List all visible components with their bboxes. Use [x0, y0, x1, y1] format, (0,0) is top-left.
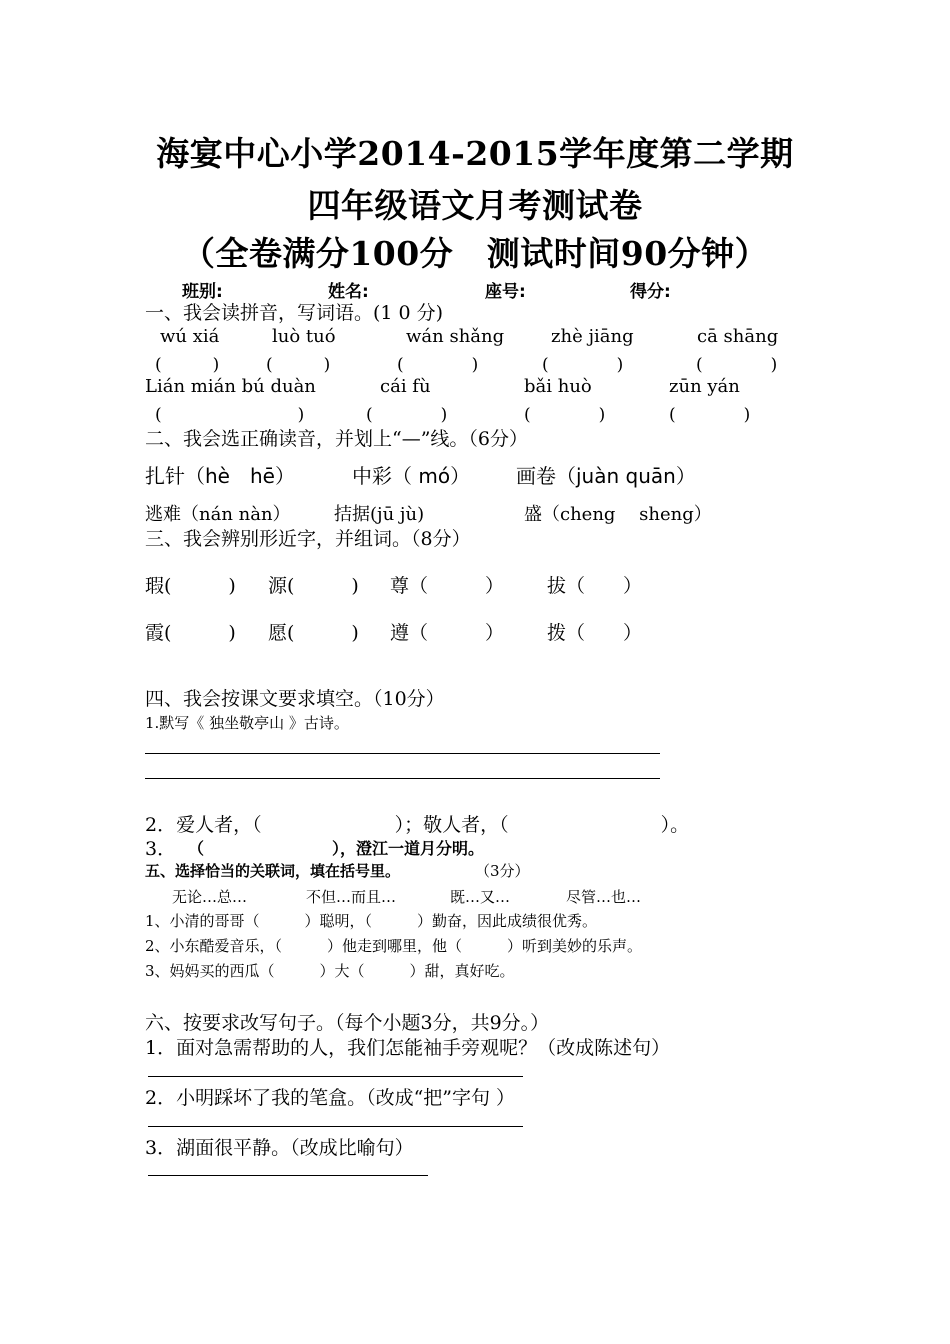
pinyin-item: luò tuó [272, 326, 336, 347]
question-6-2: 2．小明踩坏了我的笔盒。（改成“把”字句 ） [145, 1087, 516, 1109]
answer-blank: ( ) [366, 405, 448, 425]
similar-char-item: 愿( ) [268, 622, 359, 644]
section-3-heading: 三、我会辨别形近字，并组词。（8分） [145, 528, 471, 550]
similar-char-item: 尊（ ） [390, 575, 505, 597]
pinyin-item: cā shāng [697, 326, 779, 347]
conjunction-option: 尽管…也… [566, 888, 642, 906]
pinyin-item: zūn yán [669, 376, 740, 397]
conjunction-option: 无论…总… [172, 888, 248, 906]
similar-char-item: 源( ) [268, 575, 359, 597]
question-4-3-number: 3． [145, 838, 177, 860]
similar-char-item: 拔（ ） [547, 575, 643, 597]
pinyin-item: bǎi huò [524, 376, 592, 397]
seat-label: 座号: [485, 282, 526, 302]
answer-line [148, 1175, 428, 1176]
answer-blank: ( ) [155, 355, 220, 375]
section-4-heading: 四、我会按课文要求填空。（10分） [145, 688, 445, 710]
question-4-1: 1.默写《 独坐敬亭山 》古诗。 [145, 714, 349, 732]
pinyin-item: Lián mián bú duàn [145, 376, 316, 397]
pinyin-item: wán shǎng [406, 326, 505, 347]
pinyin-item: cái fù [380, 376, 431, 397]
answer-line [148, 1126, 523, 1127]
reading-choice: 拮据(jū jù) [334, 504, 425, 525]
question-6-1: 1．面对急需帮助的人，我们怎能袖手旁观呢？（改成陈述句） [145, 1037, 671, 1059]
answer-line [148, 1076, 523, 1077]
reading-choice: 画卷（juàn quān） [516, 464, 696, 488]
title-school-term: 海宴中心小学2014-2015学年度第二学期 [156, 134, 794, 173]
reading-choice: 逃难（nán nàn） [145, 504, 291, 525]
section-2-heading: 二、我会选正确读音，并划上“—”线。（6分） [145, 428, 529, 450]
similar-char-item: 霞( ) [145, 622, 236, 644]
answer-blank: ( ) [266, 355, 331, 375]
answer-blank: ( ) [696, 355, 778, 375]
question-5-2: 2、小东酷爱音乐，（ ）他走到哪里，他（ ）听到美妙的乐声。 [145, 937, 643, 955]
conjunction-option: 不但…而且… [306, 888, 397, 906]
question-4-2: 2．爱人者，（ ）；敬人者，（ ）。 [145, 814, 690, 836]
conjunction-option: 既…又… [450, 888, 511, 906]
similar-char-item: 拨（ ） [547, 622, 643, 644]
answer-line [145, 778, 660, 779]
answer-blank: ( ) [524, 405, 606, 425]
section-5-points: （3分） [475, 862, 530, 880]
answer-blank: ( ) [669, 405, 751, 425]
pinyin-item: wú xiá [160, 326, 220, 347]
question-5-3: 3、妈妈买的西瓜（ ）大（ ）甜，真好吃。 [145, 962, 515, 980]
score-label: 得分: [630, 282, 671, 302]
reading-choice: 盛（cheng sheng） [524, 504, 712, 525]
title-exam-name: 四年级语文月考测试卷 [307, 186, 643, 225]
question-4-3: （ ），澄江一道月分明。 [188, 839, 485, 858]
similar-char-item: 遵（ ） [390, 622, 505, 644]
question-6-3: 3．湖面很平静。（改成比喻句） [145, 1137, 414, 1159]
answer-blank: ( ) [542, 355, 624, 375]
section-5-heading: 五、选择恰当的关联词，填在括号里。 [145, 862, 401, 880]
name-label: 姓名: [328, 282, 369, 302]
pinyin-item: zhè jiāng [551, 326, 634, 347]
reading-choice: 扎针（hè hē） [145, 464, 295, 488]
answer-blank: ( ) [397, 355, 479, 375]
class-label: 班别: [182, 282, 223, 302]
answer-blank: ( ) [155, 405, 305, 425]
section-6-heading: 六、按要求改写句子。（每个小题3分，共9分。） [145, 1012, 550, 1034]
section-1-heading: 一、我会读拼音，写词语。(1 0 分) [145, 302, 444, 324]
reading-choice: 中彩（ mó） [352, 464, 471, 488]
title-score-time: （全卷满分100分 测试时间90分钟） [181, 234, 769, 273]
answer-line [145, 753, 660, 754]
question-5-1: 1、小清的哥哥（ ）聪明，（ ）勤奋，因此成绩很优秀。 [145, 912, 598, 930]
similar-char-item: 瑕( ) [145, 575, 236, 597]
